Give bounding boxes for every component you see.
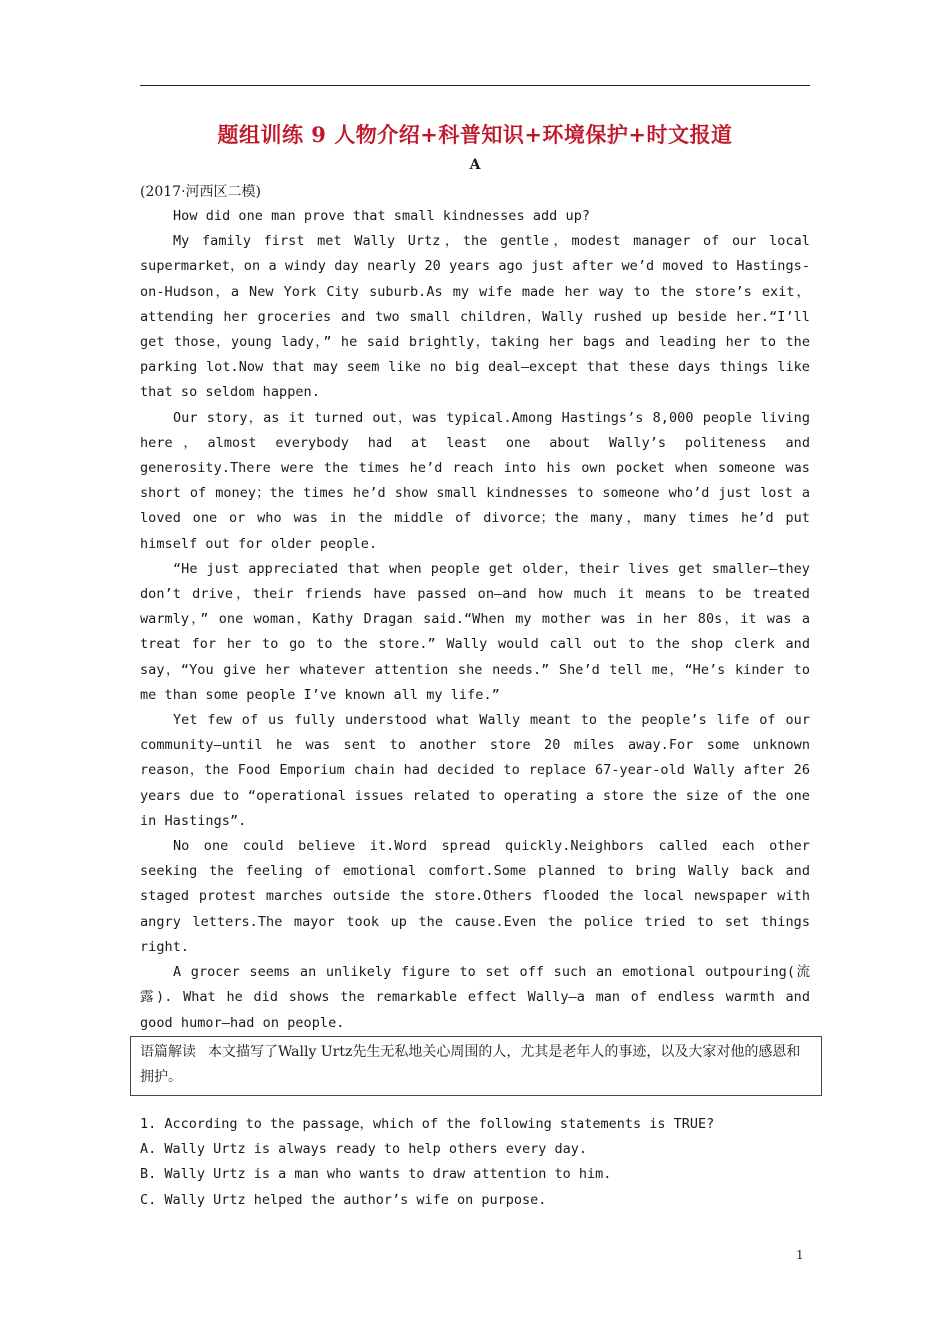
passage-paragraph-1: How did one man prove that small kindnesses add up? [173,208,591,224]
passage-paragraph-4: “He just appreciated that when people get older，their lives get smaller—they don’t drive，their friends have passed on—and how much it means to be treated warmly，” one woman，Kathy Dragan said.“When my mother was in her 80s，it was a treat for her to go to the store.” Wally would call out to the shop clerk and say，“You give her whatever attention she needs.” She’d tell me，“He’s kinder to me than some people I’ve known all my life.” [140,560,810,703]
top-rule [140,85,810,86]
passage-paragraph-5: Yet few of us fully understood what Wally meant to the people’s life of our community—until he was sent to another store 20 miles away.For some unknown reason，the Food Emporium chain had decided to replace 67-year-old Wally after 26 years due to “operational issues related to operating a store the size of the one in Hastings”. [140,712,810,829]
question-option-c: C. Wally Urtz helped the author’s wife on purpose. [140,1191,547,1208]
page-number: 1 [796,1248,804,1262]
passage-paragraph-2: My family first met Wally Urtz，the gentle，modest manager of our local supermarket，on a windy day nearly 20 years ago just after we’d moved to Hastings-on-Hudson，a New York City suburb.As my wife made her way to the store’s exit，attending her groceries and two small children，Wally rushed up beside her.“I’ll get those，young lady，” he said brightly，taking her bags and leading her to the parking lot.Now that may seem like no big deal—except that these days things like that so seldom happen. [140,233,810,401]
reading-passage [140,204,810,1036]
section-label: A [469,157,481,173]
question-option-b: B. Wally Urtz is a man who wants to draw attention to him. [140,1166,612,1183]
worksheet-title: 题组训练 9 人物介绍+科普知识+环境保护+时文报道 [217,122,733,147]
passage-paragraph-7: A grocer seems an unlikely figure to set off such an emotional outpouring(流露). What he did shows the remarkable effect Wally—a man of endless warmth and good humor—had on people. [140,964,810,1031]
question-stem: 1. According to the passage，which of the following statements is TRUE? [140,1116,715,1132]
question-list [140,1112,810,1213]
passage-paragraph-6: No one could believe it.Word spread quickly.Neighbors called each other seeking the feeling of emotional comfort.Some planned to bring Wally back and staged protest marches outside the store.Others flooded the local newspaper with angry letters.The mayor took up the cause.Even the police tried to set things right. [140,838,810,955]
passage-paragraph-3: Our story，as it turned out，was typical.Among Hastings’s 8,000 people living here，almost everybody had at least one about Wally’s politeness and generosity.There were the times he’d reach into his own pocket when someone was short of money；the times he’d show small kindnesses to someone who’d just lost a loved one or who was in the middle of divorce；the many，many times he’d put himself out for older people. [140,409,810,552]
summary-label: 语篇解读 [140,1044,196,1060]
passage-summary-box [130,1036,822,1096]
source-note: (2017·河西区二模) [140,184,262,200]
question-option-a: A. Wally Urtz is always ready to help others every day. [140,1141,588,1158]
summary-text: 本文描写了Wally Urtz先生无私地关心周围的人，尤其是老年人的事迹，以及大家对他的感恩和拥护。 [140,1044,801,1085]
